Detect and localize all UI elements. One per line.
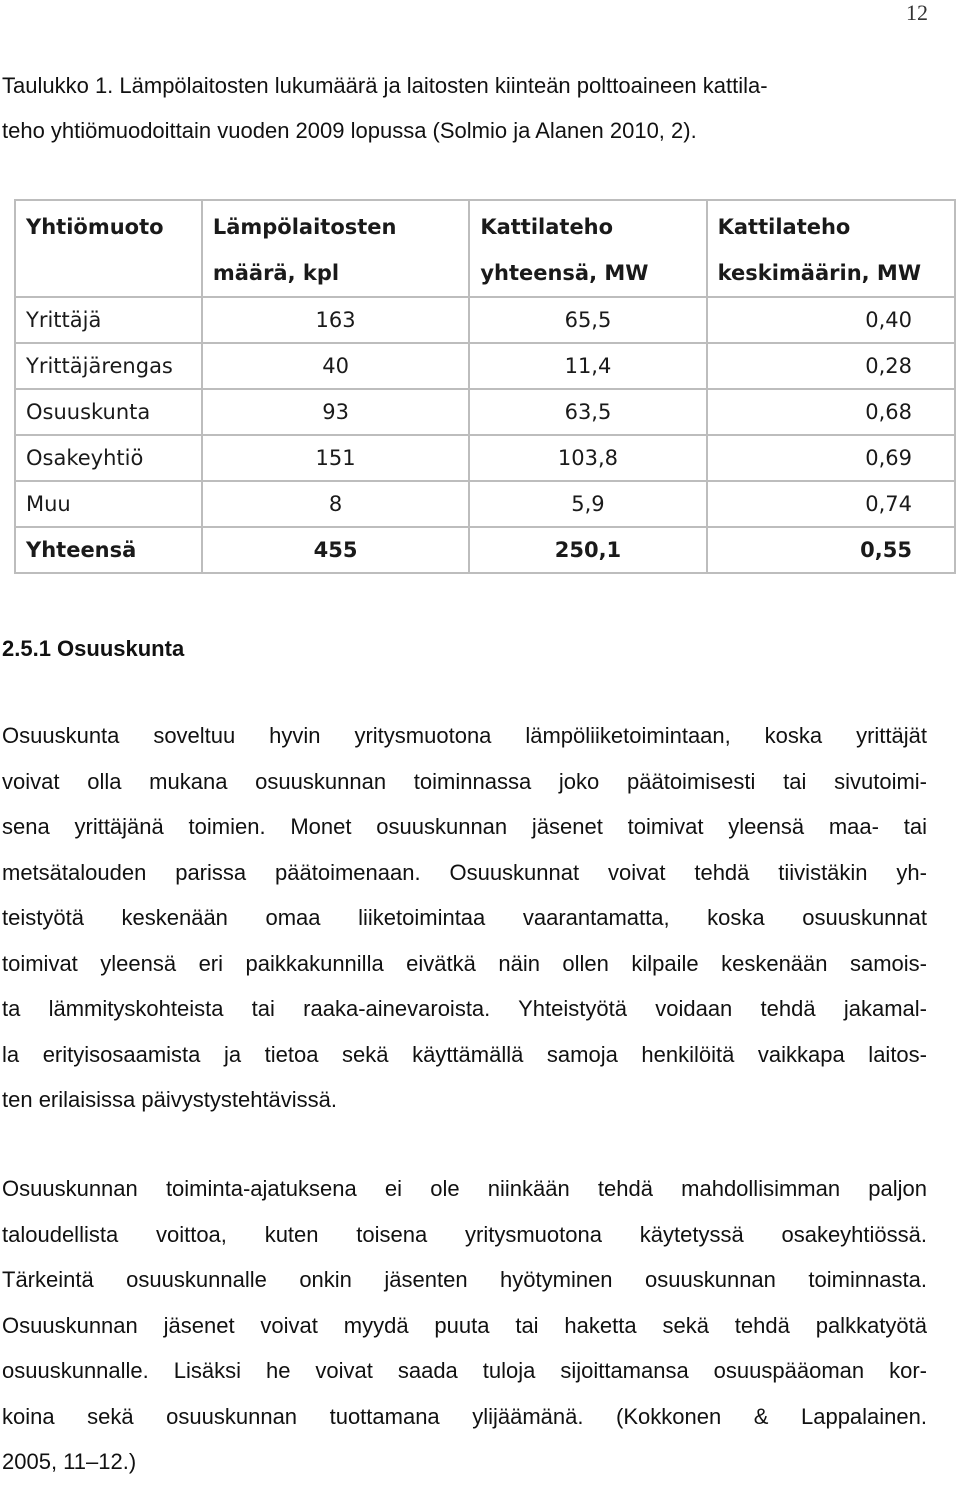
table-caption <box>2 63 942 153</box>
section-heading: 2.5.1 Osuuskunta <box>2 636 185 661</box>
paragraph-line: Osuuskunnan toiminta-ajatuksena ei ole niinkään tehdä mahdollisimman paljon <box>2 1176 927 1201</box>
paragraph <box>2 1166 927 1485</box>
table-header-row <box>15 200 955 297</box>
paragraph-line: la erityisosaamista ja tietoa sekä käyttämällä samoja henkilöitä vaikkapa laitos- <box>2 1041 927 1067</box>
table-cell: Muu <box>15 481 202 527</box>
table-cell: Yrittäjä <box>15 297 202 343</box>
paragraph-line: sena yrittäjänä toimien. Monet osuuskunnan jäsenet toimivat yleensä maa- tai <box>2 814 927 839</box>
table-row <box>15 343 955 389</box>
paragraph-line: teistyötä keskenään omaa liiketoimintaa vaarantamatta, koska osuuskunnat <box>2 905 927 930</box>
table-cell: 0,55 <box>707 527 955 573</box>
table-cell: 40 <box>202 343 469 389</box>
table-cell: Osuuskunta <box>15 389 202 435</box>
paragraph-line: Osuuskunnan jäsenet voivat myydä puuta tai haketta sekä tehdä palkkatyötä <box>2 1312 927 1338</box>
paragraph-line: ta lämmityskohteista tai raaka-ainevaroista. Yhteistyötä voidaan tehdä jakamal- <box>2 996 927 1021</box>
table-cell: 0,28 <box>707 343 955 389</box>
table-row <box>15 435 955 481</box>
paragraph-line: 2005, 11–12.) <box>2 1449 137 1474</box>
paragraph-line: taloudellista voittoa, kuten toisena yritysmuotona käytetyssä osakeyhtiössä. <box>2 1221 927 1247</box>
header-cell: Yhtiömuoto <box>15 200 202 297</box>
table-cell: 250,1 <box>469 527 706 573</box>
paragraph-line: voivat olla mukana osuuskunnan toiminnassa joko päätoimisesti tai sivutoimi- <box>2 768 927 794</box>
paragraph <box>2 713 927 1123</box>
table-cell: 5,9 <box>469 481 706 527</box>
paragraph-line: ten erilaisissa päivystystehtävissä. <box>2 1087 338 1112</box>
paragraph-line: osuuskunnalle. Lisäksi he voivat saada tuloja sijoittamansa osuuspääoman kor- <box>2 1358 927 1383</box>
paragraph-line: metsätalouden parissa päätoimenaan. Osuuskunnat voivat tehdä tiivistäkin yh- <box>2 859 927 885</box>
table-cell: 0,40 <box>707 297 955 343</box>
caption-line: teho yhtiömuodoittain vuoden 2009 lopussa (Solmio ja Alanen 2010, 2). <box>2 118 697 143</box>
table-cell: 11,4 <box>469 343 706 389</box>
table-total-row <box>15 527 955 573</box>
table-cell: 151 <box>202 435 469 481</box>
table-row <box>15 389 955 435</box>
paragraph-line: toimivat yleensä eri paikkakunnilla eivätkä näin ollen kilpaile keskenään samois- <box>2 950 927 976</box>
table-row <box>15 297 955 343</box>
table-cell: Yhteensä <box>15 527 202 573</box>
table-cell: 65,5 <box>469 297 706 343</box>
table-cell: 8 <box>202 481 469 527</box>
header-cell: Kattilateho keskimäärin, MW <box>707 200 955 297</box>
page-number: 12 <box>906 0 928 25</box>
table-row <box>15 481 955 527</box>
table-cell: Yrittäjärengas <box>15 343 202 389</box>
paragraph-line: Osuuskunta soveltuu hyvin yritysmuotona lämpöliiketoimintaan, koska yrittäjät <box>2 723 927 748</box>
caption-line: Taulukko 1. Lämpölaitosten lukumäärä ja laitosten kiinteän polttoaineen kattila- <box>2 73 768 98</box>
paragraph-line: Tärkeintä osuuskunnalle onkin jäsenten hyötyminen osuuskunnan toiminnasta. <box>2 1267 927 1292</box>
table-cell: 63,5 <box>469 389 706 435</box>
table-cell: 93 <box>202 389 469 435</box>
table-cell: 0,74 <box>707 481 955 527</box>
table-cell: 103,8 <box>469 435 706 481</box>
table-cell: 0,69 <box>707 435 955 481</box>
data-table-container <box>14 199 956 571</box>
table-cell: 455 <box>202 527 469 573</box>
table-cell: 0,68 <box>707 389 955 435</box>
data-table <box>14 199 956 574</box>
table-cell: 163 <box>202 297 469 343</box>
header-cell: Lämpölaitosten määrä, kpl <box>202 200 469 297</box>
table-cell: Osakeyhtiö <box>15 435 202 481</box>
header-cell: Kattilateho yhteensä, MW <box>469 200 706 297</box>
paragraph-line: koina sekä osuuskunnan tuottamana ylijäämänä. (Kokkonen & Lappalainen. <box>2 1403 927 1429</box>
